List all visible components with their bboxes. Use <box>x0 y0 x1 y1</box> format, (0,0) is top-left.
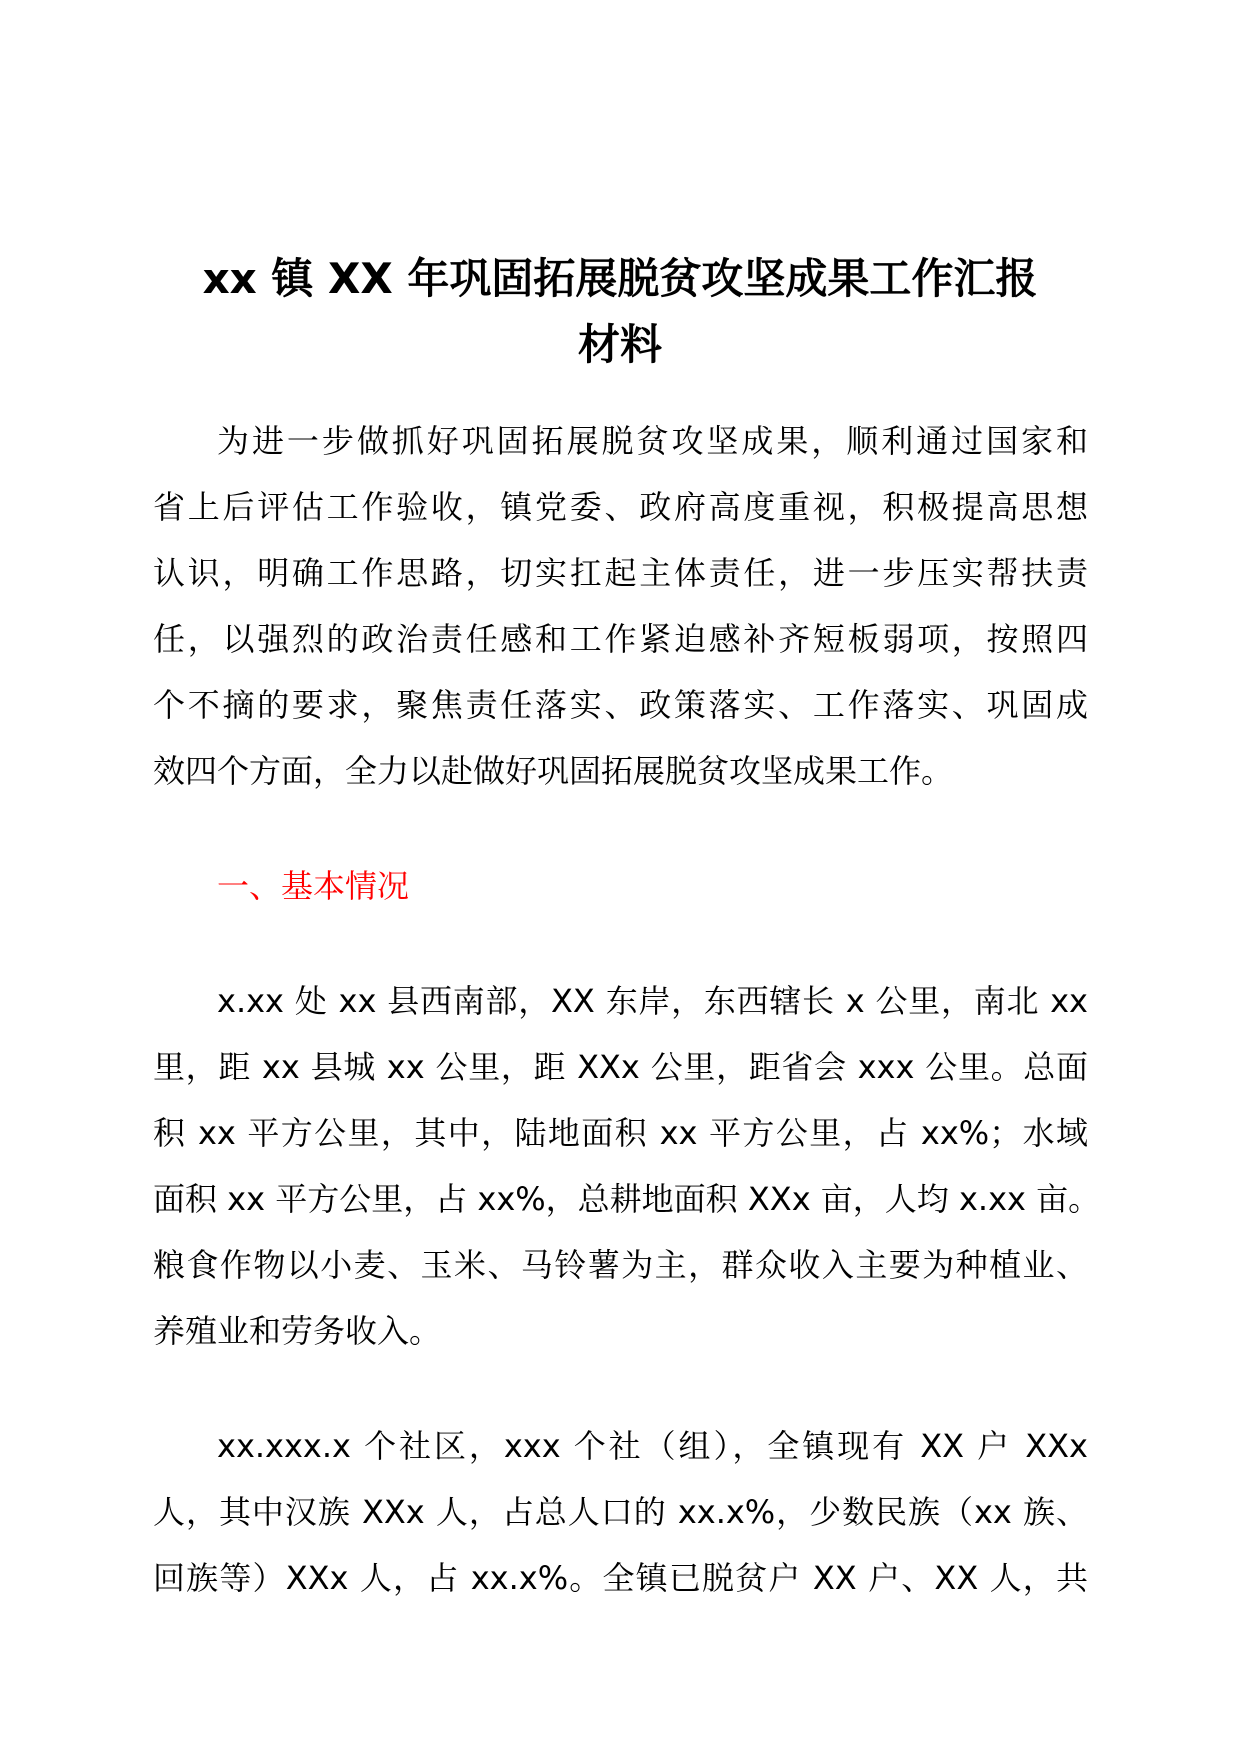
basic-info-paragraph-2 <box>153 1413 1088 1611</box>
intro-line-1: 为进一步做抓好巩固拓展脱贫攻坚成果，顺利通过国家和 <box>217 422 1088 460</box>
intro-line-6: 效四个方面，全力以赴做好巩固拓展脱贫攻坚成果工作。 <box>153 752 954 790</box>
para1-line-3: 积 xx 平方公里，其中，陆地面积 xx 平方公里，占 xx%；水域 <box>153 1114 1088 1152</box>
intro-line-2: 省上后评估工作验收，镇党委、政府高度重视，积极提高思想 <box>153 488 1088 526</box>
paragraph-spacer <box>153 1364 1088 1413</box>
intro-line-3: 认识，明确工作思路，切实扛起主体责任，进一步压实帮扶责 <box>153 554 1088 592</box>
paragraph-spacer <box>153 804 1088 853</box>
section-heading: 一、基本情况 <box>217 867 410 905</box>
document-body <box>153 408 1101 1611</box>
intro-line-5: 个不摘的要求，聚焦责任落实、政策落实、工作落实、巩固成 <box>153 686 1088 724</box>
title-line-2: 材料 <box>577 320 662 369</box>
title-line-1: xx 镇 XX 年巩固拓展脱贫攻坚成果工作汇报 <box>202 254 1038 303</box>
para1-line-5: 粮食作物以小麦、玉米、马铃薯为主，群众收入主要为种植业、 <box>153 1246 1088 1284</box>
intro-paragraph <box>153 408 1088 804</box>
para2-line-2: 人，其中汉族 XXx 人，占总人口的 xx.x%，少数民族（xx 族、 <box>153 1493 1088 1531</box>
para1-line-1: x.xx 处 xx 县西南部，XX 东岸，东西辖长 x 公里，南北 xx <box>217 982 1088 1020</box>
para1-line-6: 养殖业和劳务收入。 <box>153 1312 442 1350</box>
basic-info-paragraph-1 <box>153 968 1101 1364</box>
paragraph-spacer <box>153 919 1088 968</box>
document-title <box>150 246 1090 378</box>
para1-line-4: 面积 xx 平方公里，占 xx%，总耕地面积 XXx 亩，人均 x.xx 亩。 <box>153 1180 1101 1218</box>
para2-line-1: xx.xxx.x 个社区，xxx 个社（组），全镇现有 XX 户 XXx <box>217 1427 1088 1465</box>
para2-line-3: 回族等）XXx 人，占 xx.x%。全镇已脱贫户 XX 户、XX 人，共 <box>153 1559 1088 1597</box>
para1-line-2: 里，距 xx 县城 xx 公里，距 XXx 公里，距省会 xxx 公里。总面 <box>153 1048 1088 1086</box>
intro-line-4: 任，以强烈的政治责任感和工作紧迫感补齐短板弱项，按照四 <box>153 620 1088 658</box>
